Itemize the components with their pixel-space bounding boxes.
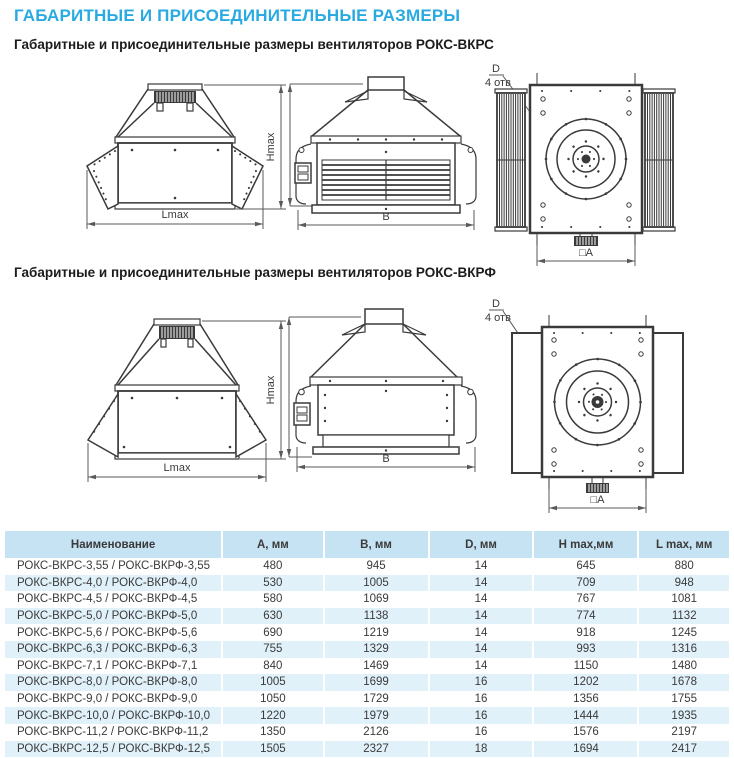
section-title-vkrf: Габаритные и присоединительные размеры вентиляторов РОКС-ВКРФ — [14, 265, 496, 280]
dim-label-lmax: Lmax — [161, 209, 189, 221]
dim-label-holes: 4 отв — [485, 77, 511, 89]
table-cell: РОКС-ВКРС-5,0 / РОКС-ВКРФ-5,0 — [17, 610, 198, 623]
table-cell: 1678 — [638, 674, 729, 691]
table-cell: 14 — [429, 624, 534, 641]
table-row — [5, 575, 729, 592]
table-cell: 16 — [429, 724, 534, 741]
table-cell: 2197 — [638, 724, 729, 741]
table-cell: 774 — [533, 608, 638, 625]
table-cell: 1729 — [324, 691, 429, 708]
page-title: ГАБАРИТНЫЕ И ПРИСОЕДИНИТЕЛЬНЫЕ РАЗМЕРЫ — [14, 6, 461, 25]
table-cell: 1356 — [533, 691, 638, 708]
dim-label-a: □A — [579, 247, 593, 259]
vkrf-front-view-drawing — [20, 295, 290, 520]
table-cell: 2417 — [638, 741, 729, 758]
table-cell: 1480 — [638, 658, 729, 675]
vkrs-front-view-drawing — [20, 60, 290, 265]
table-cell: 1005 — [324, 575, 429, 592]
dim-label-d: D — [492, 63, 500, 75]
table-cell: 945 — [324, 558, 429, 575]
column-header-b: B, мм — [324, 531, 429, 558]
vkrs-top-view-drawing — [482, 60, 734, 272]
table-cell: 14 — [429, 558, 534, 575]
table-row — [5, 658, 729, 675]
dim-label-a: □A — [590, 494, 605, 506]
table-cell: 1755 — [638, 691, 729, 708]
table-cell: 1329 — [324, 641, 429, 658]
table-cell: 755 — [222, 641, 323, 658]
vkrf-top-view-drawing — [482, 295, 734, 520]
dimensions-table — [5, 531, 729, 757]
table-cell: 948 — [638, 575, 729, 592]
table-cell: 1245 — [638, 624, 729, 641]
table-row — [5, 624, 729, 641]
table-cell: 1505 — [222, 741, 323, 758]
table-cell: 1699 — [324, 674, 429, 691]
table-row — [5, 674, 729, 691]
table-row — [5, 724, 729, 741]
vkrs-side-view-drawing — [285, 60, 500, 265]
table-cell: 14 — [429, 658, 534, 675]
table-header-row — [5, 531, 729, 558]
table-cell: 1138 — [324, 608, 429, 625]
column-header-lmax: L max, мм — [638, 531, 729, 558]
table-cell: 1469 — [324, 658, 429, 675]
table-cell: 1150 — [533, 658, 638, 675]
section-title-vkrs: Габаритные и присоединительные размеры вентиляторов РОКС-ВКРС — [14, 37, 494, 52]
table-row — [5, 591, 729, 608]
table-row — [5, 558, 729, 575]
dim-label-d: D — [492, 298, 500, 310]
table-cell: 840 — [222, 658, 323, 675]
dim-label-lmax: Lmax — [163, 462, 191, 474]
column-header-d: D, мм — [429, 531, 534, 558]
table-cell: РОКС-ВКРС-8,0 / РОКС-ВКРФ-8,0 — [17, 676, 198, 689]
table-cell: 14 — [429, 641, 534, 658]
table-row — [5, 691, 729, 708]
table-cell: 14 — [429, 591, 534, 608]
table-cell: РОКС-ВКРС-10,0 / РОКС-ВКРФ-10,0 — [17, 709, 211, 722]
table-cell: 1132 — [638, 608, 729, 625]
table-row — [5, 641, 729, 658]
table-cell: РОКС-ВКРС-7,1 / РОКС-ВКРФ-7,1 — [17, 659, 198, 672]
table-cell: 1979 — [324, 707, 429, 724]
table-cell: 767 — [533, 591, 638, 608]
dim-label-b: B — [382, 211, 390, 223]
table-cell: 1350 — [222, 724, 323, 741]
table-cell: 1219 — [324, 624, 429, 641]
table-cell: 1081 — [638, 591, 729, 608]
dim-label-b: B — [382, 453, 390, 465]
table-cell: 580 — [222, 591, 323, 608]
table-cell: 630 — [222, 608, 323, 625]
table-cell: 2327 — [324, 741, 429, 758]
table-cell: РОКС-ВКРС-5,6 / РОКС-ВКРФ-5,6 — [17, 626, 198, 639]
column-header-a: A, мм — [222, 531, 323, 558]
table-row — [5, 608, 729, 625]
table-cell: РОКС-ВКРС-6,3 / РОКС-ВКРФ-6,3 — [17, 643, 198, 656]
table-cell: 993 — [533, 641, 638, 658]
table-cell: 1202 — [533, 674, 638, 691]
table-cell: 918 — [533, 624, 638, 641]
table-cell: 1220 — [222, 707, 323, 724]
table-body — [5, 558, 729, 757]
dim-label-hmax: Hmax — [265, 375, 277, 405]
table-cell: 1576 — [533, 724, 638, 741]
table-cell: 530 — [222, 575, 323, 592]
table-cell: 1935 — [638, 707, 729, 724]
table-cell: РОКС-ВКРС-11,2 / РОКС-ВКРФ-11,2 — [17, 726, 209, 739]
table-cell: 880 — [638, 558, 729, 575]
table-cell: РОКС-ВКРС-4,5 / РОКС-ВКРФ-4,5 — [17, 593, 198, 606]
table-cell: 16 — [429, 691, 534, 708]
table-cell: РОКС-ВКРС-12,5 / РОКС-ВКРФ-12,5 — [17, 742, 211, 755]
table-cell: 1005 — [222, 674, 323, 691]
table-cell: РОКС-ВКРС-3,55 / РОКС-ВКРФ-3,55 — [17, 560, 211, 573]
table-cell: 1050 — [222, 691, 323, 708]
table-cell: 16 — [429, 707, 534, 724]
dim-label-hmax: Hmax — [265, 132, 277, 162]
table-cell: 480 — [222, 558, 323, 575]
dim-label-holes: 4 отв — [485, 312, 511, 324]
table-row — [5, 707, 729, 724]
table-cell: 1694 — [533, 741, 638, 758]
table-cell: 645 — [533, 558, 638, 575]
table-cell: 14 — [429, 575, 534, 592]
table-cell: 1444 — [533, 707, 638, 724]
table-cell: РОКС-ВКРС-4,0 / РОКС-ВКРФ-4,0 — [17, 576, 198, 589]
table-cell: 1316 — [638, 641, 729, 658]
table-cell: 690 — [222, 624, 323, 641]
column-header-hmax: H max,мм — [533, 531, 638, 558]
vkrf-side-view-drawing — [285, 295, 500, 520]
table-cell: 16 — [429, 674, 534, 691]
table-cell: РОКС-ВКРС-9,0 / РОКС-ВКРФ-9,0 — [17, 693, 198, 706]
table-cell: 14 — [429, 608, 534, 625]
table-row — [5, 741, 729, 758]
table-cell: 18 — [429, 741, 534, 758]
table-cell: 1069 — [324, 591, 429, 608]
column-header-name: Наименование — [5, 531, 222, 558]
table-cell: 2126 — [324, 724, 429, 741]
table-cell: 709 — [533, 575, 638, 592]
